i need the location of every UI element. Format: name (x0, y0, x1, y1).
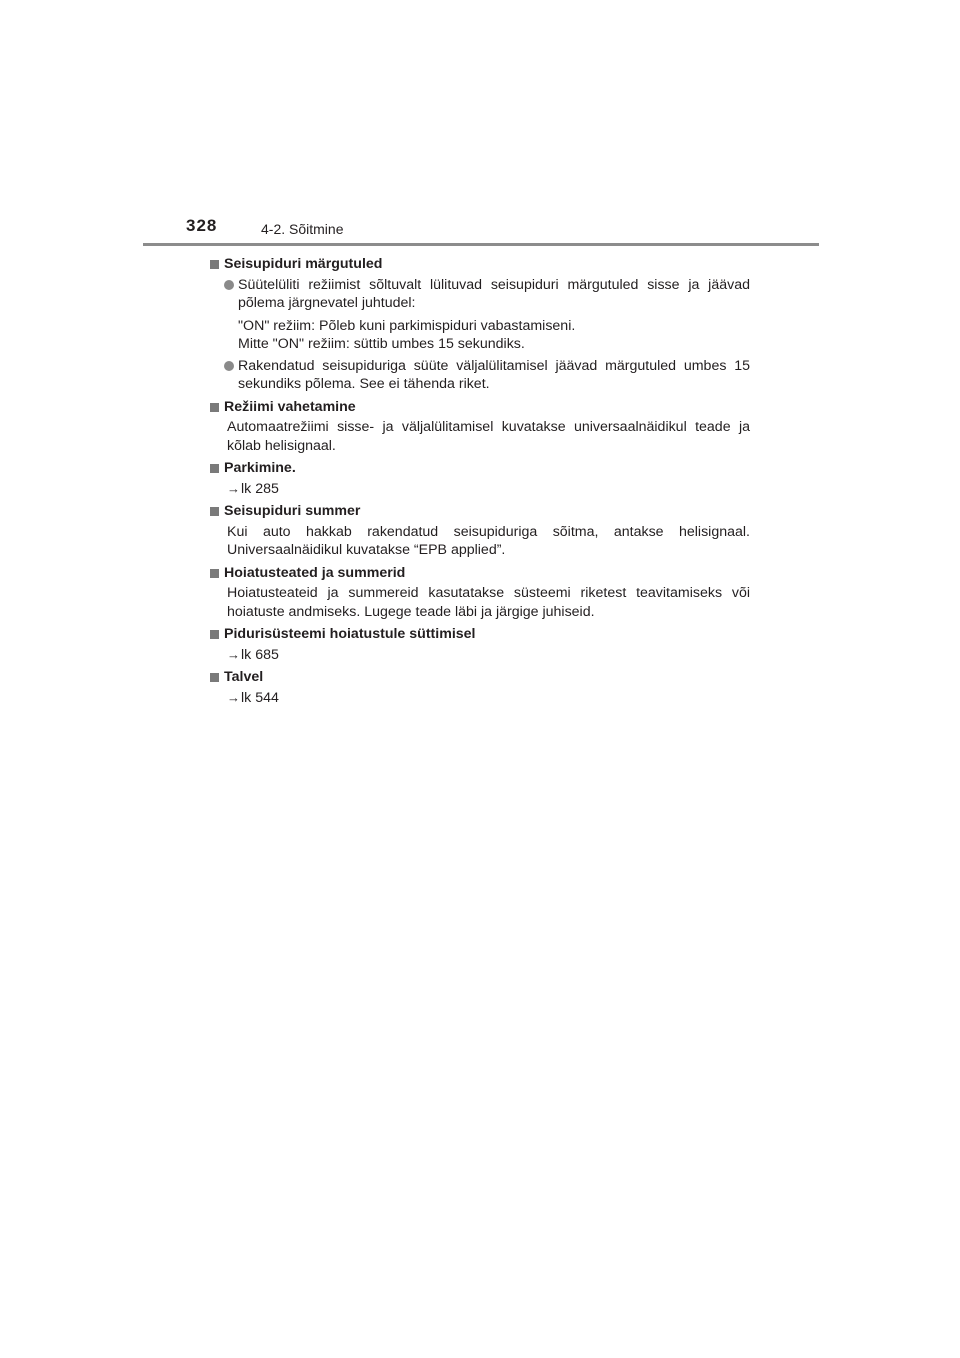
section-heading: Hoiatusteated ja summerid (210, 564, 750, 583)
section-winter (210, 668, 750, 707)
section-warnings (210, 564, 750, 622)
body-text: Hoiatusteateid ja summereid kasutatakse süsteemi riketest teavitamiseks või hoiatuste andmiseks. Lugege teade läbi ja järgige juhiseid. (227, 585, 750, 620)
arrow-right-icon: → (227, 646, 240, 662)
body-text: Kui auto hakkab rakendatud seisupiduriga sõitma, antakse helisignaal. Universaalnäidikul kuvatakse “EPB applied”. (227, 523, 750, 558)
square-bullet-icon (210, 464, 219, 473)
bullet-item: Süütelüliti režiimist sõltuvalt lülituvad seisupiduri märgutuled sisse ja jäävad põlema järgnevatel juhtudel: (210, 276, 750, 313)
square-bullet-icon (210, 569, 219, 578)
circle-bullet-icon (224, 280, 234, 290)
square-bullet-icon (210, 507, 219, 516)
section-heading: Talvel (210, 668, 750, 687)
section-heading: Seisupiduri summer (210, 502, 750, 521)
page-reference[interactable]: →lk 285 (227, 480, 279, 497)
section-title: 4-2. Sõitmine (261, 221, 344, 237)
section-heading: Pidurisüsteemi hoiatustule süttimisel (210, 625, 750, 644)
page-reference[interactable]: →lk 685 (227, 646, 279, 663)
section-heading: Seisupiduri märgutuled (210, 255, 750, 274)
section-mode-change (210, 398, 750, 456)
square-bullet-icon (210, 403, 219, 412)
bullet-item: Rakendatud seisupiduriga süüte väljalülitamisel jäävad märgutuled umbes 15 sekundiks põlema. See ei tähenda riket. (210, 357, 750, 394)
square-bullet-icon (210, 260, 219, 269)
arrow-right-icon: → (227, 689, 240, 705)
section-heading: Režiimi vahetamine (210, 398, 750, 417)
body-text: Automaatrežiimi sisse- ja väljalülitamisel kuvatakse universaalnäidikul teade ja kõlab helisignaal. (227, 419, 750, 454)
page-header (186, 216, 818, 244)
page-content (210, 255, 750, 711)
arrow-right-icon: → (227, 480, 240, 496)
page-reference[interactable]: →lk 544 (227, 689, 279, 706)
sub-line: Mitte "ON" režiim: süttib umbes 15 sekundiks. (238, 336, 525, 352)
section-brake-buzzer (210, 502, 750, 560)
section-parking (210, 459, 750, 498)
page-number: 328 (186, 216, 218, 235)
sub-line: "ON" režiim: Põleb kuni parkimispiduri vabastamiseni. (238, 317, 576, 334)
square-bullet-icon (210, 630, 219, 639)
section-parking-brake-lights (210, 255, 750, 394)
sub-paragraph (210, 317, 750, 354)
square-bullet-icon (210, 673, 219, 682)
header-divider (143, 243, 819, 246)
circle-bullet-icon (224, 361, 234, 371)
section-brake-warning-light (210, 625, 750, 664)
section-heading: Parkimine. (210, 459, 750, 478)
